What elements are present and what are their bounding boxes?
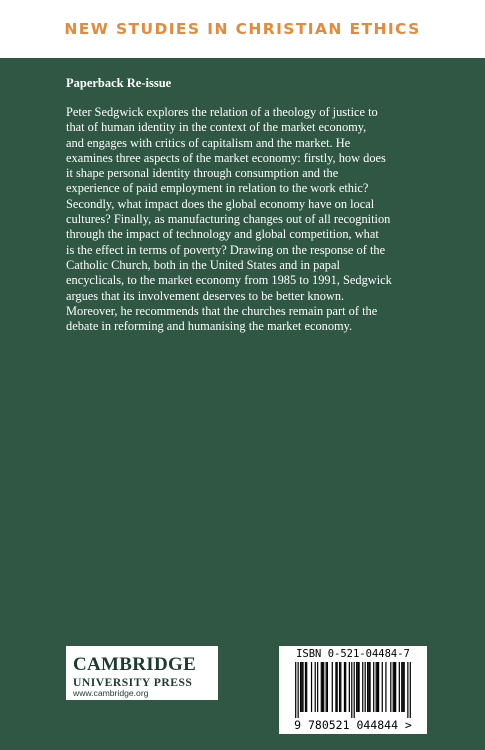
blurb-line: Peter Sedgwick explores the relation of a theology of justice to (66, 105, 378, 119)
barcode-bar (394, 662, 395, 712)
barcode-bar (301, 662, 302, 712)
barcode-bar (306, 662, 307, 712)
barcode-bar (298, 662, 299, 718)
barcode-bar (344, 662, 345, 712)
barcode-bar (322, 662, 323, 712)
barcode-bar (367, 662, 368, 712)
barcode-bar (345, 662, 346, 712)
barcode-bar (315, 662, 316, 712)
publisher-subtitle: UNIVERSITY PRESS (73, 676, 193, 689)
barcode-bar (390, 662, 391, 712)
barcode-bar (377, 662, 378, 712)
barcode-bar (401, 662, 402, 712)
barcode-bar (399, 662, 400, 712)
barcode-bar (351, 662, 352, 718)
blurb-line: cultures? Finally, as manufacturing changes out of all recognition (66, 212, 391, 227)
barcode-digits: 9 780521 044844 > (294, 718, 412, 732)
blurb-line: argues that its involvement deserves to be better known. (66, 288, 345, 303)
blurb-line: that of human identity in the context of the market economy, (66, 120, 367, 135)
barcode-bar (365, 662, 366, 712)
blurb-line: Secondly, what impact does the global economy have on local (66, 196, 375, 211)
barcode-bar (339, 662, 340, 712)
barcode-bar (335, 662, 336, 712)
barcode-bar (340, 662, 341, 712)
barcode-bar (302, 662, 303, 712)
publisher-name: CAMBRIDGE (73, 654, 197, 675)
barcode-bar (407, 662, 408, 718)
barcode-bar (376, 662, 377, 712)
blurb-line: experience of paid employment in relation to the work ethic? (66, 181, 369, 196)
barcode-bar (349, 662, 350, 712)
barcode-bar (327, 662, 328, 712)
barcode-bar (356, 662, 357, 712)
barcode-bar (354, 662, 355, 718)
publisher-website: www.cambridge.org (73, 688, 149, 698)
blurb-line: it shape personal identity through consumption and the (66, 166, 339, 181)
blurb-line: debate in reforming and humanising the market economy. (66, 319, 353, 334)
blurb-line: Catholic Church, both in the United States and in papal (66, 257, 340, 272)
barcode-bar (410, 662, 411, 718)
barcode-bar (404, 662, 405, 712)
barcode-bar (385, 662, 386, 712)
barcode-bar (378, 662, 379, 712)
barcode-bar (317, 662, 318, 712)
series-title: NEW STUDIES IN CHRISTIAN ETHICS (64, 20, 421, 38)
barcode-bar (326, 662, 327, 712)
barcode-bar (382, 662, 383, 712)
barcode-bar (295, 662, 296, 718)
barcode-panel (279, 646, 427, 734)
barcode-bar (362, 662, 363, 712)
blurb-line: through the impact of technology and global competition, what (66, 227, 379, 242)
barcode-bar (369, 662, 370, 712)
blurb-line: examines three aspects of the market economy: firstly, how does (66, 150, 386, 165)
publisher-logo (66, 646, 218, 700)
blurb-line: Moreover, he recommends that the churches remain part of the (66, 303, 378, 318)
barcode-bar (311, 662, 312, 712)
edition-note: Paperback Re-issue (66, 76, 172, 90)
barcode-bar (300, 662, 301, 712)
barcode-bar (305, 662, 306, 712)
barcode-bar (368, 662, 369, 712)
barcode-bar (393, 662, 394, 712)
book-blurb (66, 105, 428, 334)
barcode-bar (373, 662, 374, 712)
barcode-icon (289, 662, 417, 718)
barcode-bar (358, 662, 359, 712)
barcode-bar (402, 662, 403, 712)
blurb-line: and engages with critics of capitalism and the market. He (66, 135, 351, 150)
barcode-bar (321, 662, 322, 712)
blurb-line: encyclicals, to the market economy from 1985 to 1991, Sedgwick (66, 273, 392, 288)
barcode-bar (323, 662, 324, 712)
blurb-line: is the effect in terms of poverty? Drawing on the response of the (66, 242, 386, 257)
barcode-bar (357, 662, 358, 712)
barcode-bar (395, 662, 396, 712)
barcode-bar (337, 662, 338, 712)
isbn-label: ISBN 0-521-04484-7 (296, 648, 410, 660)
series-header (0, 0, 485, 58)
barcode-bar (332, 662, 333, 712)
